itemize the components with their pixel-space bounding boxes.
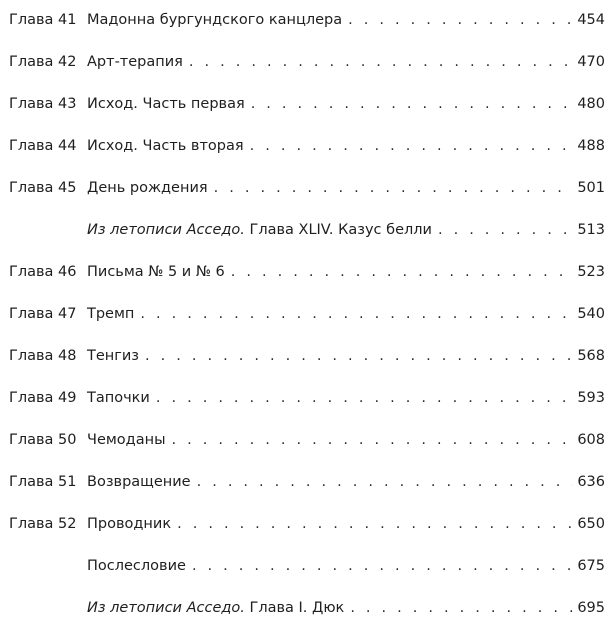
chapter-number: Глава 48	[9, 348, 77, 364]
chapter-title	[87, 134, 250, 158]
chapter-title-text: Глава I. Дюк	[244, 600, 345, 616]
dot-leader	[140, 302, 573, 326]
dot-leader	[189, 50, 573, 74]
chapter-number: Глава 49	[9, 390, 77, 406]
toc-entry[interactable]	[0, 596, 605, 620]
chapter-number: Глава 42	[9, 54, 77, 70]
chapter-title	[87, 554, 192, 578]
chapter-number: Глава 46	[9, 264, 77, 280]
dot-leader	[192, 554, 573, 578]
chapter-title	[87, 386, 156, 410]
page-number: 523	[577, 264, 605, 280]
toc-entry[interactable]	[0, 470, 605, 494]
dot-leader	[251, 92, 574, 116]
toc-entry[interactable]	[0, 260, 605, 284]
page-number: 454	[577, 12, 605, 28]
chapter-number: Глава 47	[9, 306, 77, 322]
dot-leader	[214, 176, 574, 200]
toc-entry[interactable]	[0, 50, 605, 74]
chapter-title	[87, 302, 140, 326]
page-number: 568	[577, 348, 605, 364]
page-number: 540	[577, 306, 605, 322]
toc-entry[interactable]	[0, 176, 605, 200]
page-number: 608	[577, 432, 605, 448]
dot-leader	[250, 134, 574, 158]
chapter-title	[87, 176, 214, 200]
chapter-title-text: Послесловие	[87, 558, 186, 574]
chapter-number: Глава 45	[9, 180, 77, 196]
toc-entry[interactable]	[0, 428, 605, 452]
chapter-title	[87, 218, 438, 242]
toc-entry[interactable]	[0, 344, 605, 368]
toc-entry[interactable]	[0, 92, 605, 116]
chapter-title-text: Арт-терапия	[87, 54, 183, 70]
page-number: 513	[577, 222, 605, 238]
page-number: 501	[577, 180, 605, 196]
chapter-title	[87, 470, 197, 494]
page-number: 650	[577, 516, 605, 532]
page-number: 470	[577, 54, 605, 70]
chapter-title-text: Глава XLIV. Казус белли	[244, 222, 432, 238]
dot-leader	[177, 512, 573, 536]
chapter-title	[87, 50, 189, 74]
dot-leader	[197, 470, 574, 494]
chapter-title-prefix: Из летописи Асседо.	[87, 600, 245, 616]
page-number: 488	[577, 138, 605, 154]
chapter-title	[87, 92, 251, 116]
toc-entry[interactable]	[0, 302, 605, 326]
dot-leader	[172, 428, 574, 452]
toc-entry[interactable]	[0, 386, 605, 410]
dot-leader	[350, 596, 573, 620]
page-number: 675	[577, 558, 605, 574]
chapter-title	[87, 344, 145, 368]
page-number: 593	[577, 390, 605, 406]
chapter-title	[87, 596, 350, 620]
chapter-number: Глава 50	[9, 432, 77, 448]
chapter-title-text: Проводник	[87, 516, 172, 532]
toc-entry[interactable]	[0, 134, 605, 158]
dot-leader	[145, 344, 573, 368]
chapter-title-text: Мадонна бургундского канцлера	[87, 12, 343, 28]
chapter-title	[87, 512, 177, 536]
chapter-title-text: Тапочки	[87, 390, 150, 406]
dot-leader	[231, 260, 574, 284]
chapter-title-text: Возвращение	[87, 474, 191, 490]
chapter-title-text: Исход. Часть вторая	[87, 138, 244, 154]
page-number: 480	[577, 96, 605, 112]
dot-leader	[156, 386, 573, 410]
chapter-number: Глава 44	[9, 138, 77, 154]
dot-leader	[348, 8, 573, 32]
dot-leader	[438, 218, 573, 242]
chapter-number: Глава 41	[9, 12, 77, 28]
chapter-title-text: Чемоданы	[87, 432, 166, 448]
chapter-title-prefix: Из летописи Асседо.	[87, 222, 245, 238]
chapter-number: Глава 43	[9, 96, 77, 112]
page-number: 695	[577, 600, 605, 616]
chapter-title-text: Тремп	[87, 306, 135, 322]
chapter-title	[87, 8, 348, 32]
chapter-title	[87, 428, 172, 452]
chapter-title-text: Тенгиз	[87, 348, 140, 364]
chapter-title-text: Исход. Часть первая	[87, 96, 245, 112]
chapter-number: Глава 52	[9, 516, 77, 532]
toc-entry[interactable]	[0, 554, 605, 578]
chapter-title	[87, 260, 231, 284]
toc-entry[interactable]	[0, 218, 605, 242]
chapter-number: Глава 51	[9, 474, 77, 490]
toc-entry[interactable]	[0, 512, 605, 536]
chapter-title-text: День рождения	[87, 180, 208, 196]
page-number: 636	[577, 474, 605, 490]
toc-entry[interactable]	[0, 8, 605, 32]
chapter-title-text: Письма № 5 и № 6	[87, 264, 225, 280]
